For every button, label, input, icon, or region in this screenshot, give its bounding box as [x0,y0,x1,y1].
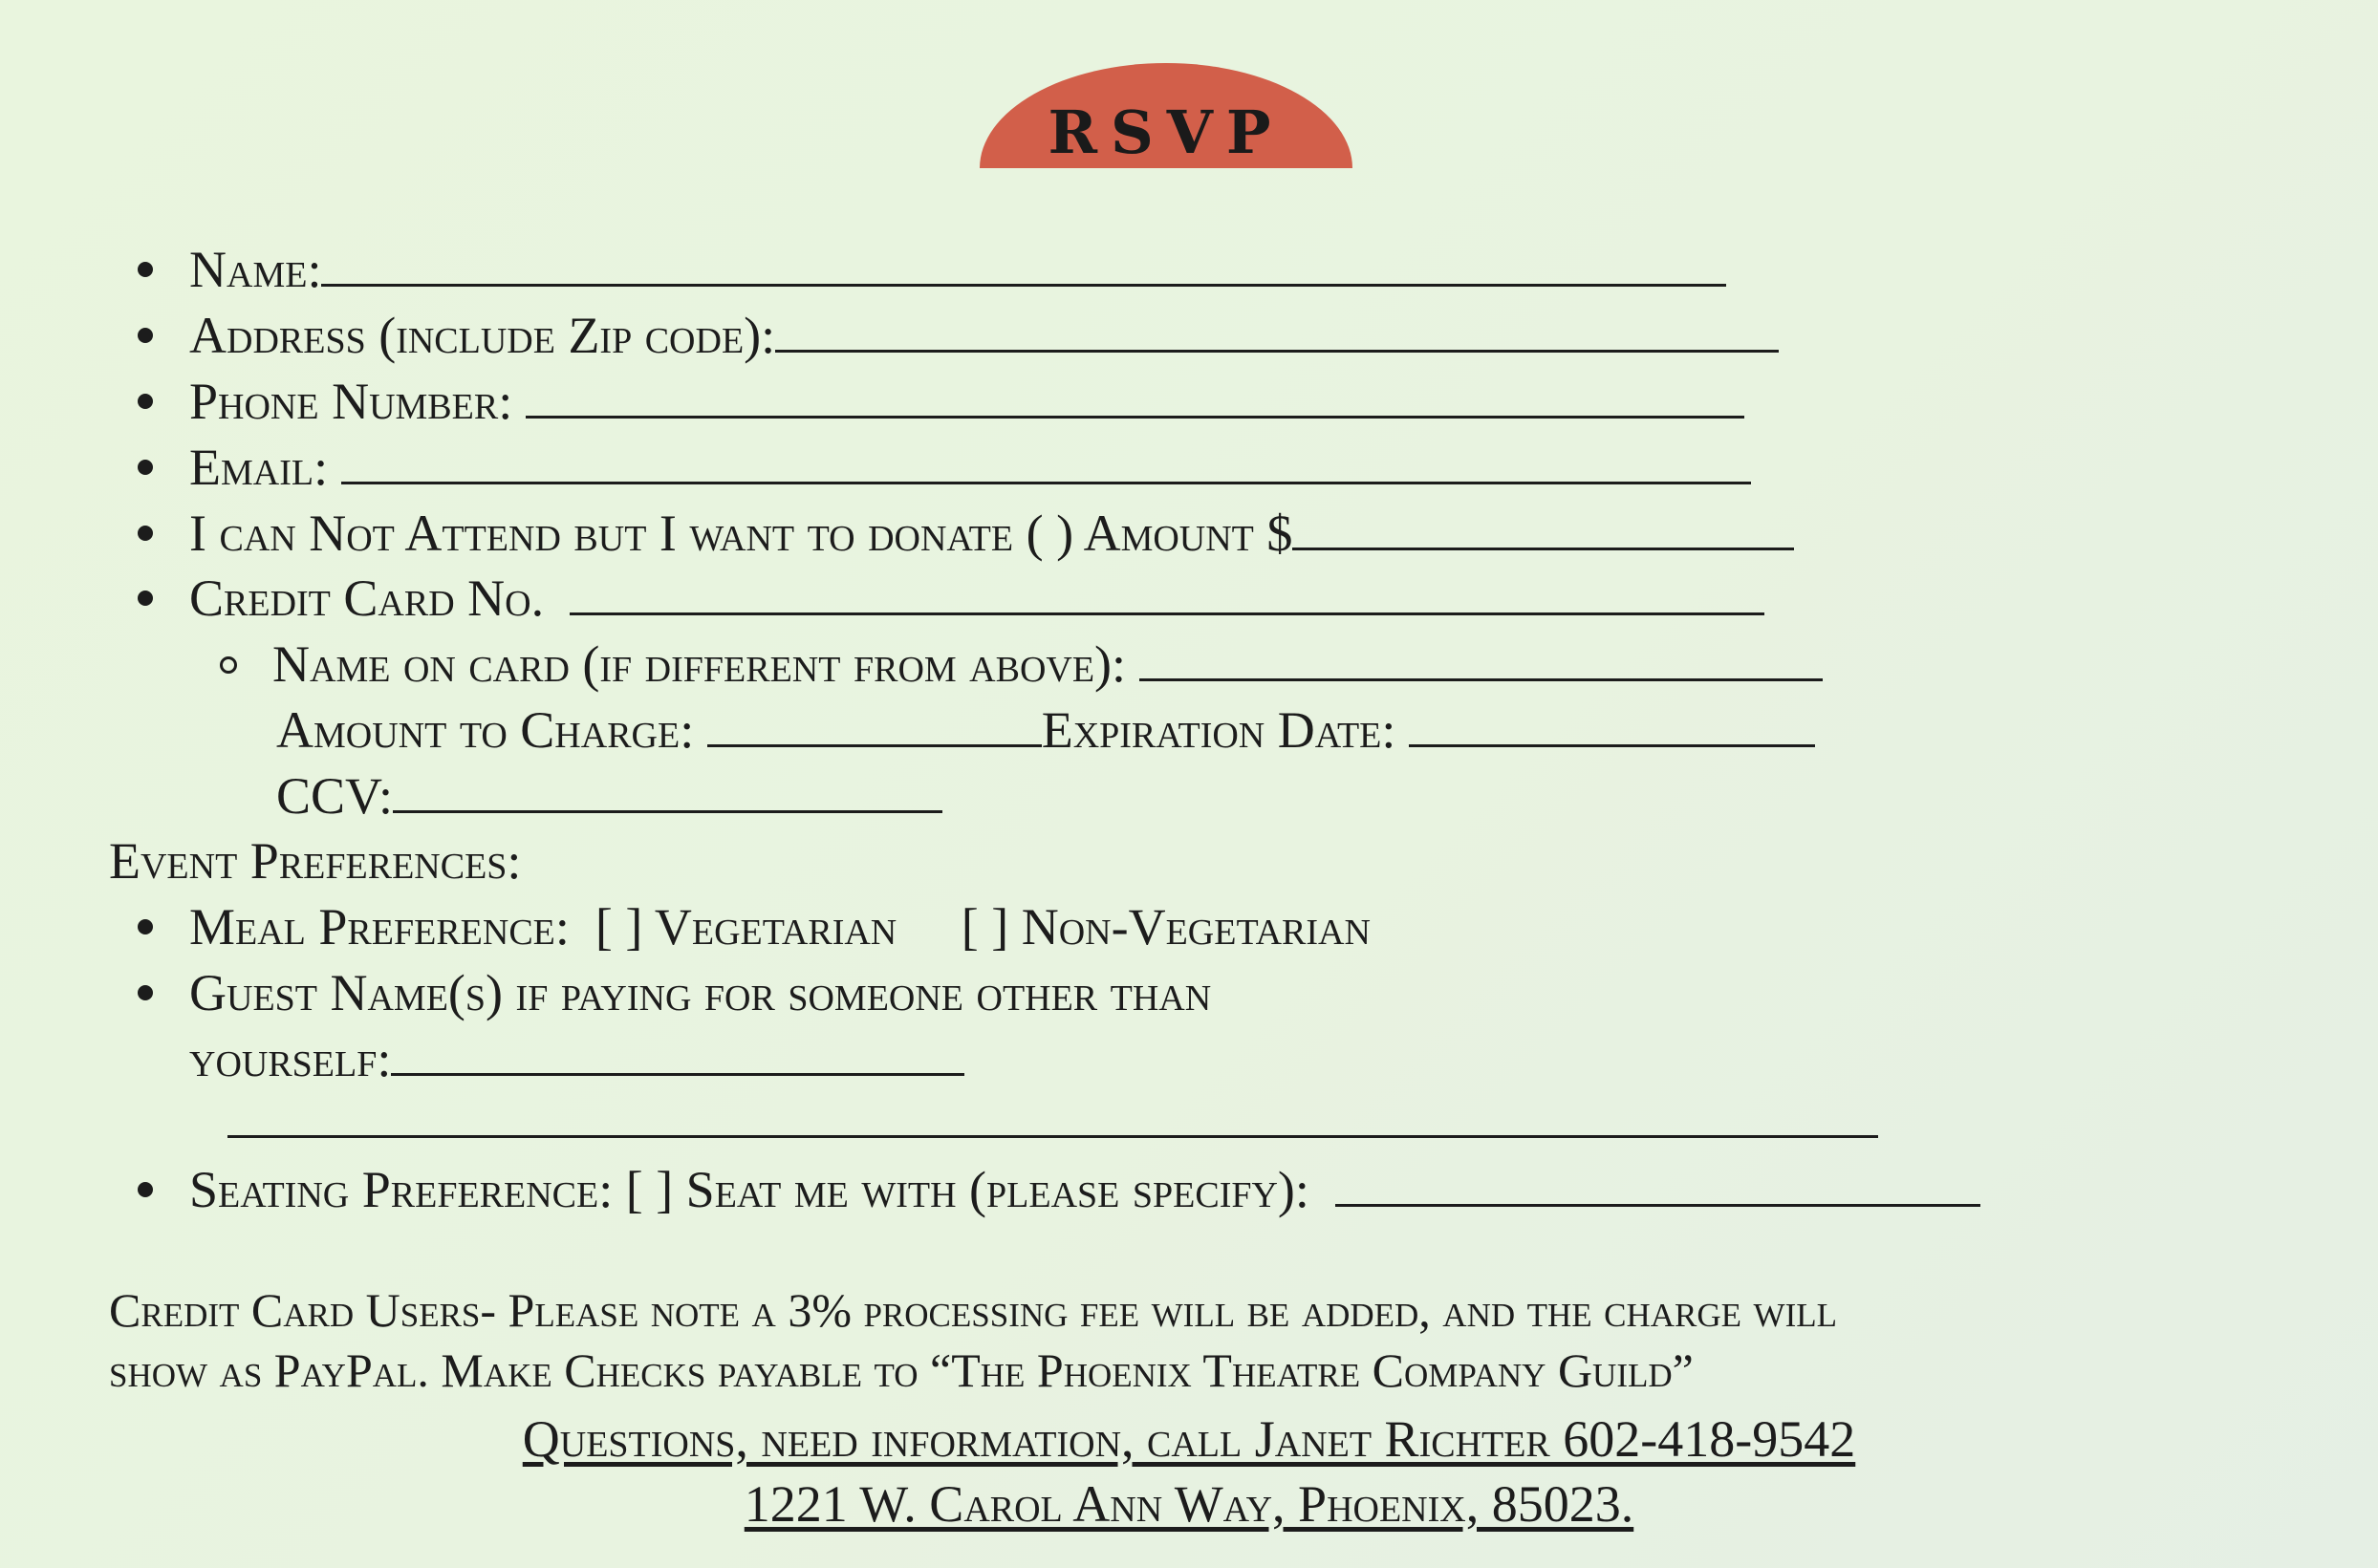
circle-bullet-icon [220,656,237,674]
name-on-card-label: Name on card (if different from above): [272,635,1127,693]
bullet-icon [138,394,153,409]
address-label: Address (include Zip code): [189,307,776,364]
payment-note-line2: show as PayPal. Make Checks payable to “The Phoenix Theatre Company Guild” [109,1343,1694,1397]
ccv-label: CCV: [276,767,394,825]
name-on-card-row [272,632,1823,697]
vegetarian-option[interactable]: [ ] Vegetarian [594,898,897,956]
expiration-date-field[interactable] [1409,698,1815,747]
contact-line: Questions, need information, call Janet Richter 602-418-9542 [522,1410,1856,1468]
event-preferences-heading: Event Preferences: [109,832,522,890]
bullet-icon [138,460,153,475]
payment-note-line1: Credit Card Users- Please note a 3% processing fee will be added, and the charge will [109,1283,1838,1337]
ccv-row [276,763,942,828]
bullet-icon [138,328,153,343]
name-on-card-field[interactable] [1139,633,1823,681]
email-row [189,435,1751,500]
guest-names-row [189,1026,964,1091]
bullet-icon [138,591,153,606]
email-label: Email: [189,439,329,496]
bullet-icon [138,262,153,277]
rsvp-badge [980,63,1352,168]
bullet-icon [138,985,153,1000]
donate-amount-field[interactable] [1292,502,1794,550]
charge-row [276,698,1815,763]
address-field[interactable] [775,304,1779,353]
seating-preference-field[interactable] [1335,1158,1980,1207]
seating-row [189,1157,1980,1222]
name-label: Name: [189,241,322,298]
email-field[interactable] [341,436,1751,484]
credit-card-field[interactable] [570,567,1764,615]
bullet-icon [138,919,153,934]
address-row [189,303,1779,368]
payment-note [109,1280,2307,1401]
phone-label: Phone Number: [189,373,513,430]
ccv-field[interactable] [393,764,942,813]
expiration-date-label: Expiration Date: [1041,701,1396,759]
bullet-icon [138,526,153,541]
rsvp-title: RSVP [1048,97,1285,167]
guest-names-label-line2: yourself: [189,1030,392,1087]
bullet-icon [138,1182,153,1197]
credit-card-row [189,566,1764,631]
non-vegetarian-option[interactable]: [ ] Non-Vegetarian [961,898,1371,956]
seating-preference-label: Seating Preference: [ ] Seat me with (please specify): [189,1161,1309,1218]
name-row [189,237,1726,302]
donate-label: I can Not Attend but I want to donate ( ) Amount $ [189,505,1293,562]
credit-card-label: Credit Card No. [189,569,545,627]
meal-preference-row [189,894,1371,959]
donate-row [189,501,1794,566]
phone-field[interactable] [526,370,1744,419]
amount-to-charge-label: Amount to Charge: [276,701,695,759]
name-field[interactable] [321,238,1726,287]
guest-names-label-line1: Guest Name(s) if paying for someone other than [189,964,1212,1021]
guest-names-extra-line[interactable] [227,1135,1878,1138]
amount-to-charge-field[interactable] [707,698,1042,747]
guest-names-field[interactable] [391,1027,964,1076]
address-line: 1221 W. Carol Ann Way, Phoenix, 85023. [744,1475,1634,1533]
phone-row [189,369,1744,434]
meal-preference-label: Meal Preference: [189,898,570,956]
